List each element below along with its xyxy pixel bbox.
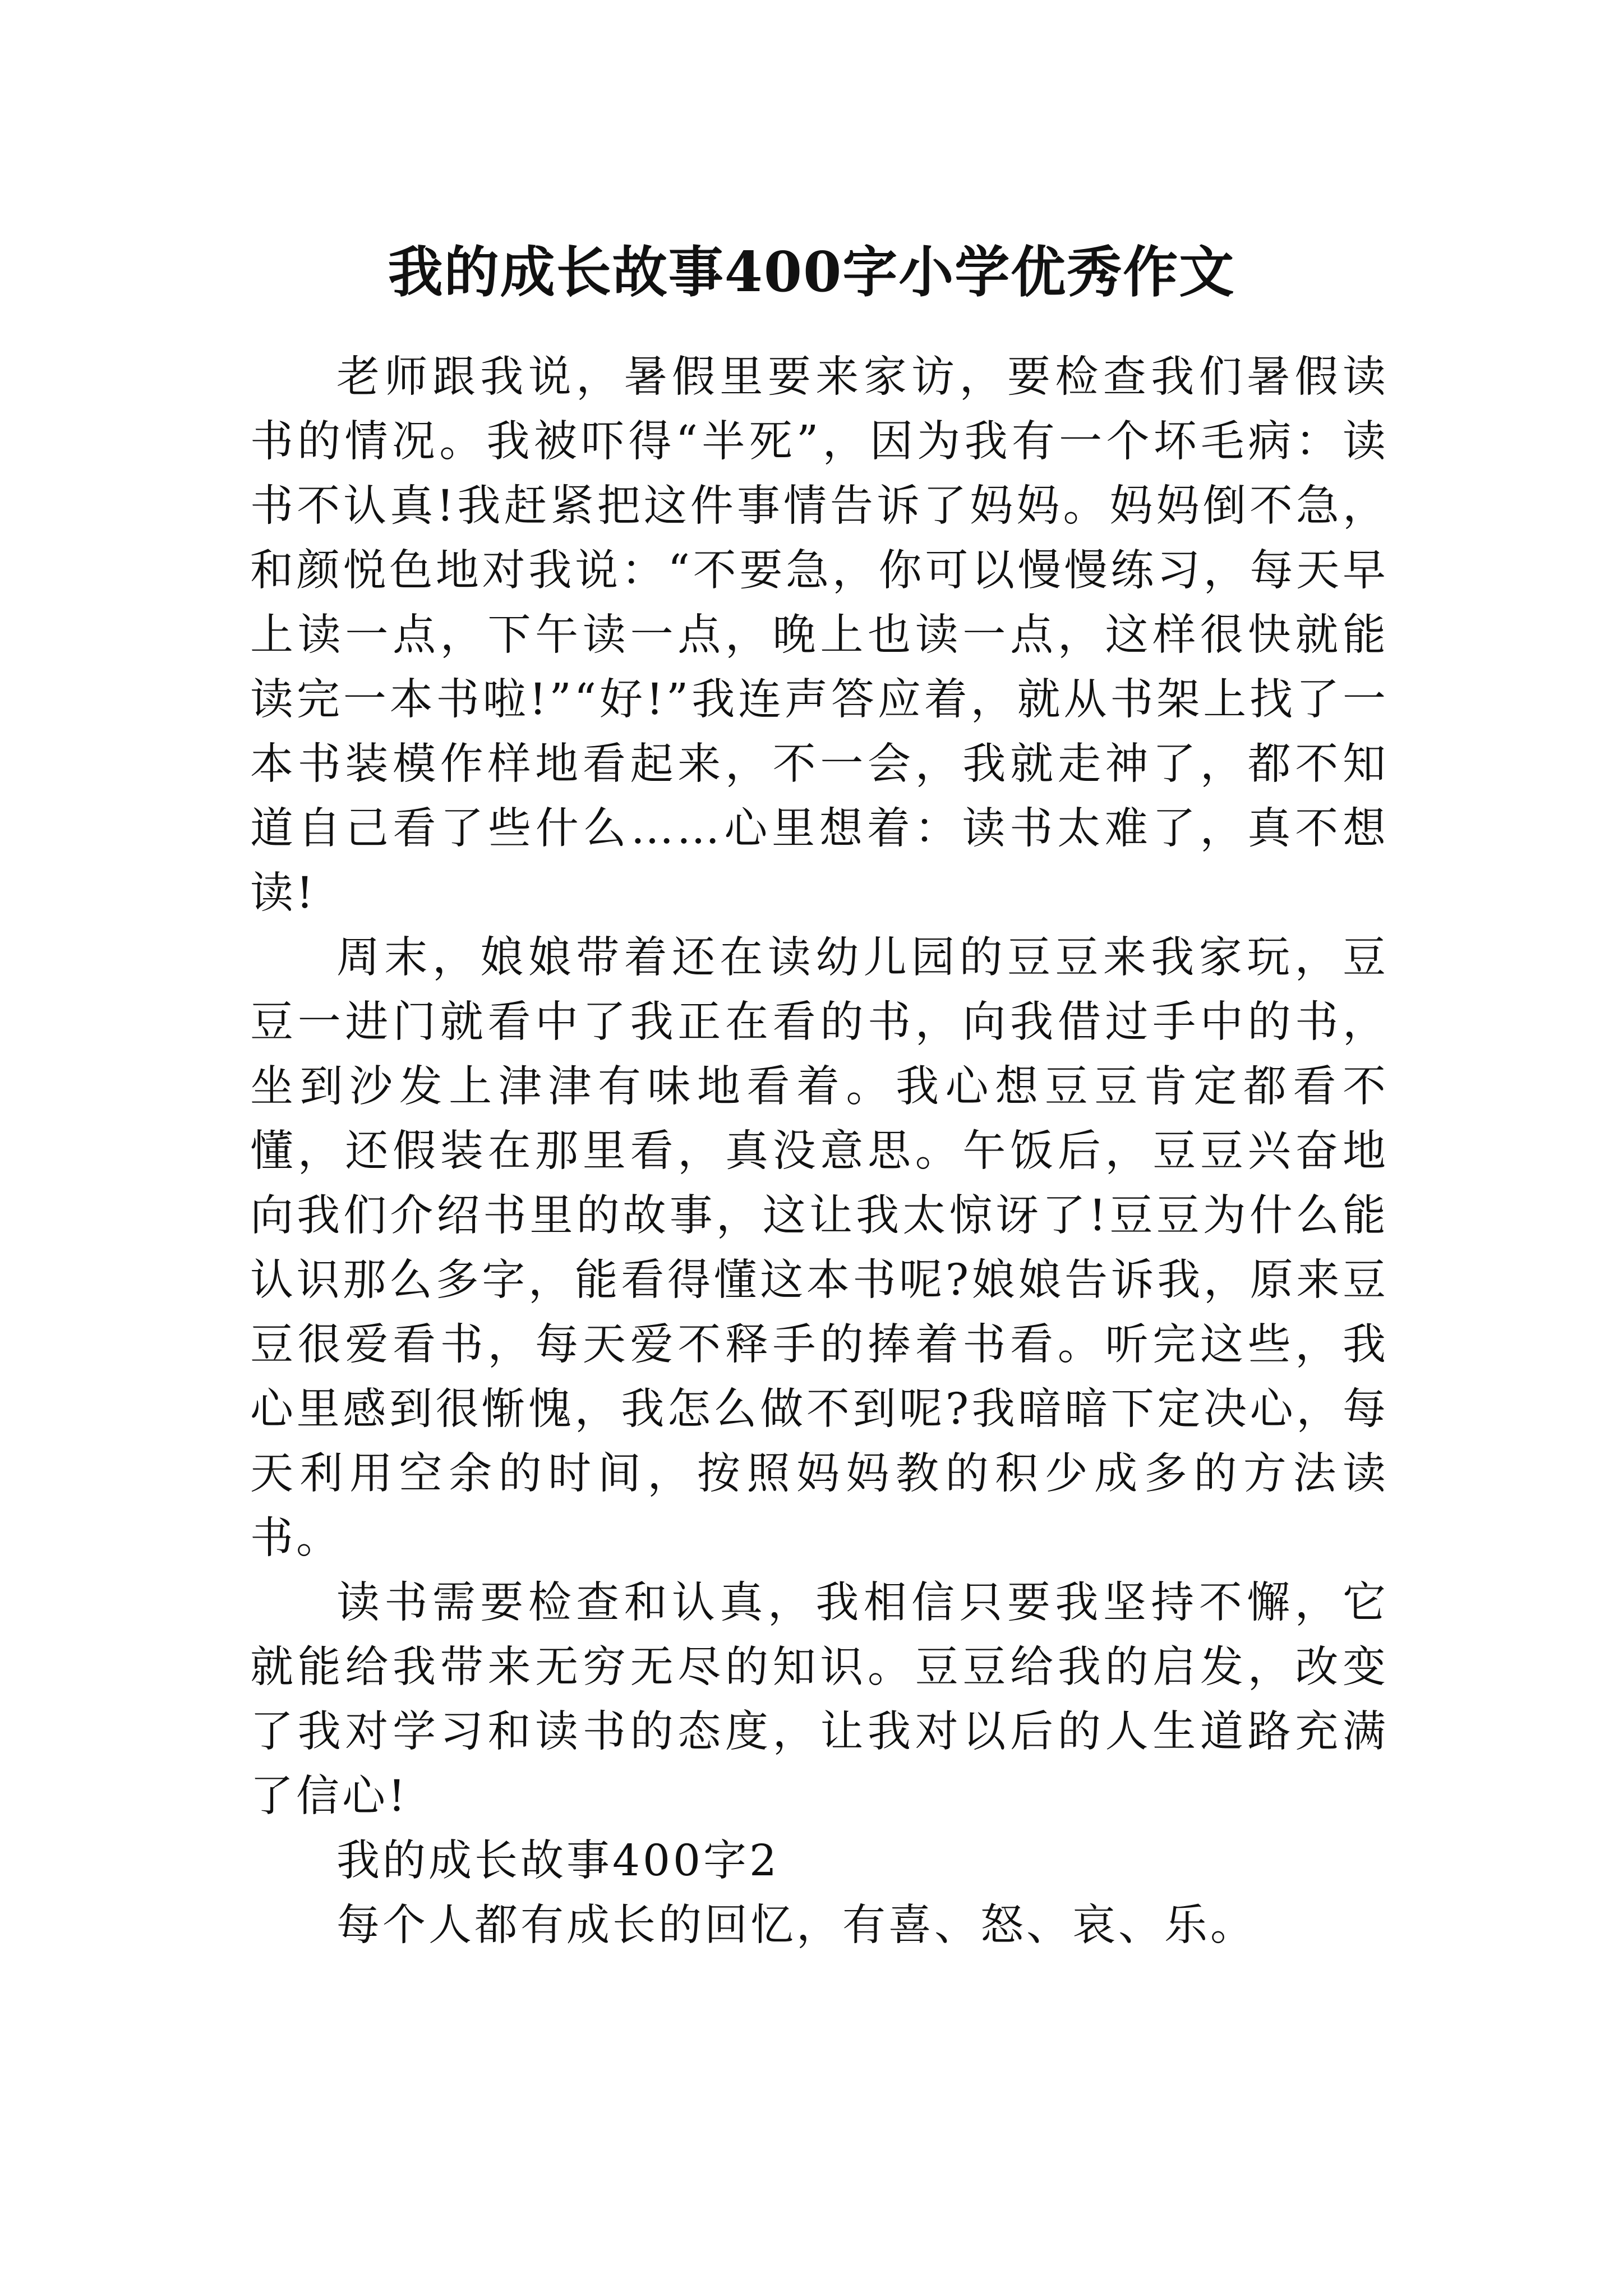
section-heading: 我的成长故事400字2 [336, 1836, 780, 1886]
paragraph-1: 老师跟我说，暑假里要来家访，要检查我们暑假读书的情况。我被吓得“半死”，因为我有一个坏毛病：读书不认真!我赶紧把这件事情告诉了妈妈。妈妈倒不急，和颜悦色地对我说：“不要急，你可以慢慢练习，每天早上读一点，下午读一点，晚上也读一点，这样很快就能读完一本书啦!”“好!”我连声答应着，就从书架上找了一本书装模作样地看起来，不一会，我就走神了，都不知道自己看了些什么……心里想着：读书太难了，真不想读! [250, 352, 1389, 918]
paragraph-3: 读书需要检查和认真，我相信只要我坚持不懈，它就能给我带来无穷无尽的知识。豆豆给我的启发，改变了我对学习和读书的态度，让我对以后的人生道路充满了信心! [250, 1578, 1389, 1821]
document-title: 我的成长故事400字小学优秀作文 [388, 240, 1235, 305]
paragraph-4: 每个人都有成长的回忆，有喜、怒、哀、乐。 [336, 1901, 1256, 1950]
paragraph-2: 周末，娘娘带着还在读幼儿园的豆豆来我家玩，豆豆一进门就看中了我正在看的书，向我借过手中的书，坐到沙发上津津有味地看着。我心想豆豆肯定都看不懂，还假装在那里看，真没意思。午饭后，豆豆兴奋地向我们介绍书里的故事，这让我太惊讶了!豆豆为什么能认识那么多字，能看得懂这本书呢?娘娘告诉我，原来豆豆很爱看书，每天爱不释手的捧着书看。听完这些，我心里感到很惭愧，我怎么做不到呢?我暗暗下定决心，每天利用空余的时间，按照妈妈教的积少成多的方法读书。 [250, 933, 1389, 1563]
document-body [250, 345, 1389, 1958]
